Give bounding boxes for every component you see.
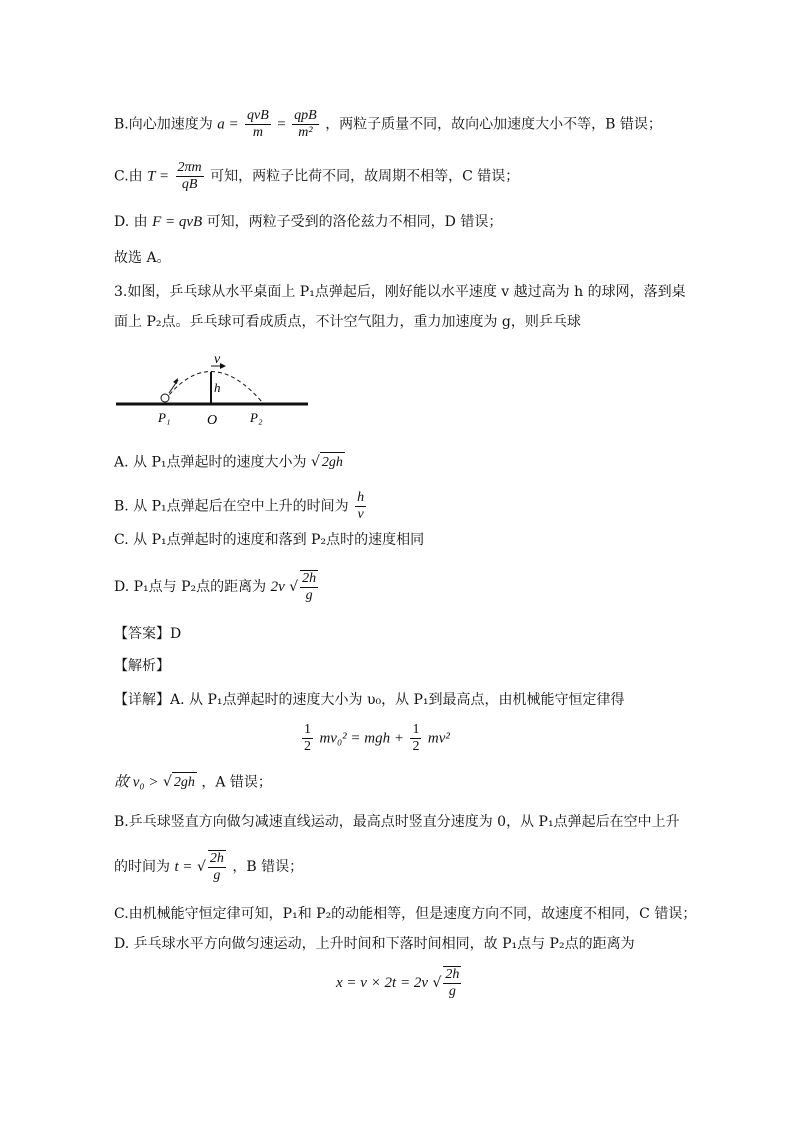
c-formula-t: T = (147, 168, 170, 185)
b-f2-den: m² (298, 125, 313, 140)
ball-circle (161, 394, 169, 402)
opt-a-prefix: A. 从 P₁点弹起时的速度大小为 (114, 454, 307, 471)
detail-a2-prefix: 故 v₀ > (114, 774, 159, 791)
b-f1-num: qvB (247, 108, 269, 123)
c-suffix: 可知，两粒子比荷不同，故周期不相等，C 错误； (210, 168, 520, 185)
c-den: qB (181, 177, 198, 192)
d-suffix: 可知，两粒子受到的洛伦兹力不相同，D 错误； (206, 214, 503, 230)
detail-b2-suffix: ，B 错误； (232, 859, 304, 875)
opt-b-num: h (357, 490, 365, 505)
c-num: 2πm (177, 160, 202, 175)
detail-b2-sqrt: √ $\frac{2h}{g}$ (196, 851, 224, 883)
opt-b-den: v (357, 507, 364, 522)
detail-b2-den: g (213, 868, 221, 883)
opt-b-fraction (355, 490, 366, 523)
eq2-num: 2h (445, 967, 460, 982)
opt-d-coef: 2v (270, 579, 285, 595)
detail-a-line-1: 【详解】A. 从 P₁点弹起时的速度大小为 υ₀，从 P₁到最高点，由机械能守恒定律得 (114, 692, 625, 708)
eq2-lhs: x = v × 2t = 2v (336, 975, 429, 991)
eq1-lhs: mv₀² = mgh + (319, 730, 404, 747)
detail-b-line-1: B.乒乓球竖直方向做匀减速直线运动，最高点时竖直分速度为 0，从 P₁点弹起后在空中上升 (114, 814, 680, 830)
fig-label-h: h (214, 380, 221, 395)
equation-energy (300, 722, 450, 755)
c-fraction (176, 160, 204, 193)
detail-a-line-2 (114, 772, 272, 793)
opt-a-sqrt: √ 2gh (311, 452, 345, 473)
opt-d-num: 2h (302, 571, 317, 586)
b-prefix: B.向心加速度为 (114, 116, 213, 133)
velocity-arrowhead (220, 363, 226, 369)
detail-b2-num: 2h (209, 851, 224, 866)
q3-line-1: 3.如图，乒乓球从水平桌面上 P₁点弹起后，刚好能以水平速度 v 越过高为 h 的球网，落到桌 (114, 284, 686, 300)
opt-d-sqrt: √ $\frac{2h}{g}$ (289, 571, 317, 603)
detail-a2-sqrt: √ 2gh (163, 772, 197, 793)
detail-d-line: D. 乒乓球水平方向做匀速运动，上升时间和下落时间相同，故 P₁点与 P₂点的距离为 (114, 936, 635, 952)
b-eq: = (277, 116, 286, 133)
b-f1-den: m (252, 125, 263, 140)
analysis-label: 【解析】 (114, 658, 170, 674)
eq1-half-den: 2 (304, 739, 311, 754)
equation-distance (336, 966, 463, 1000)
b-formula-a: a = (217, 116, 239, 133)
eq2-den: g (448, 984, 456, 999)
b-f2-num: qpB (294, 108, 317, 123)
eq2-sqrt: √ $\frac{2h}{g}$ (432, 967, 460, 999)
detail-a2-radicand: 2gh (172, 772, 197, 793)
eq1-half-den-2: 2 (412, 739, 420, 754)
eq1-rhs: mv² (427, 730, 450, 747)
option-d-line (114, 212, 502, 232)
eq1-half-num-2: 1 (412, 722, 420, 737)
d-prefix: D. 由 (114, 214, 148, 230)
q3-line-2: 面上 P₂点。乒乓球可看成质点，不计空气阻力，重力加速度为 g，则乒乓球 (114, 314, 581, 330)
fig-label-v: v (214, 352, 221, 367)
detail-a2-suffix: ，A 错误； (201, 774, 272, 791)
q3-option-c: C. 从 P₁点弹起时的速度和落到 P₂点时的速度相同 (114, 532, 425, 548)
detail-c-line: C.由机械能守恒定律可知，P₁和 P₂的动能相等，但是速度方向不同，故速度不相同，C 错误； (114, 906, 697, 922)
fig-label-p2: P₂ (250, 410, 263, 425)
answer-label: 【答案】D (114, 626, 182, 642)
d-formula: F = qvB (152, 214, 203, 230)
detail-b2-t: t = (174, 859, 193, 875)
b-suffix: ，两粒子质量不同，故向心加速度大小不等，B 错误； (325, 116, 662, 133)
conclusion: 故选 A。 (114, 250, 171, 266)
b-fraction-1 (245, 108, 271, 141)
fig-label-o: O (207, 413, 218, 428)
opt-d-prefix: D. P₁点与 P₂点的距离为 (114, 579, 267, 595)
q3-option-b (114, 490, 368, 523)
option-c-line (114, 160, 519, 193)
b-fraction-2 (292, 108, 319, 141)
eq1-half-left (302, 722, 313, 755)
launch-arrowhead (173, 378, 178, 384)
opt-a-radicand: 2gh (320, 452, 345, 473)
ping-pong-figure (110, 348, 320, 428)
fig-label-p1: P₁ (158, 410, 171, 425)
detail-b2-prefix: 的时间为 (114, 859, 170, 875)
eq1-half-right (410, 722, 421, 755)
eq1-half-num: 1 (304, 722, 311, 737)
c-prefix: C.由 (114, 168, 143, 185)
opt-d-den: g (305, 588, 313, 603)
opt-b-prefix: B. 从 P₁点弹起后在空中上升的时间为 (114, 498, 349, 515)
q3-option-a (114, 452, 345, 473)
q3-option-d (114, 570, 320, 604)
detail-b-line-2 (114, 850, 303, 884)
option-b-line (114, 108, 662, 141)
